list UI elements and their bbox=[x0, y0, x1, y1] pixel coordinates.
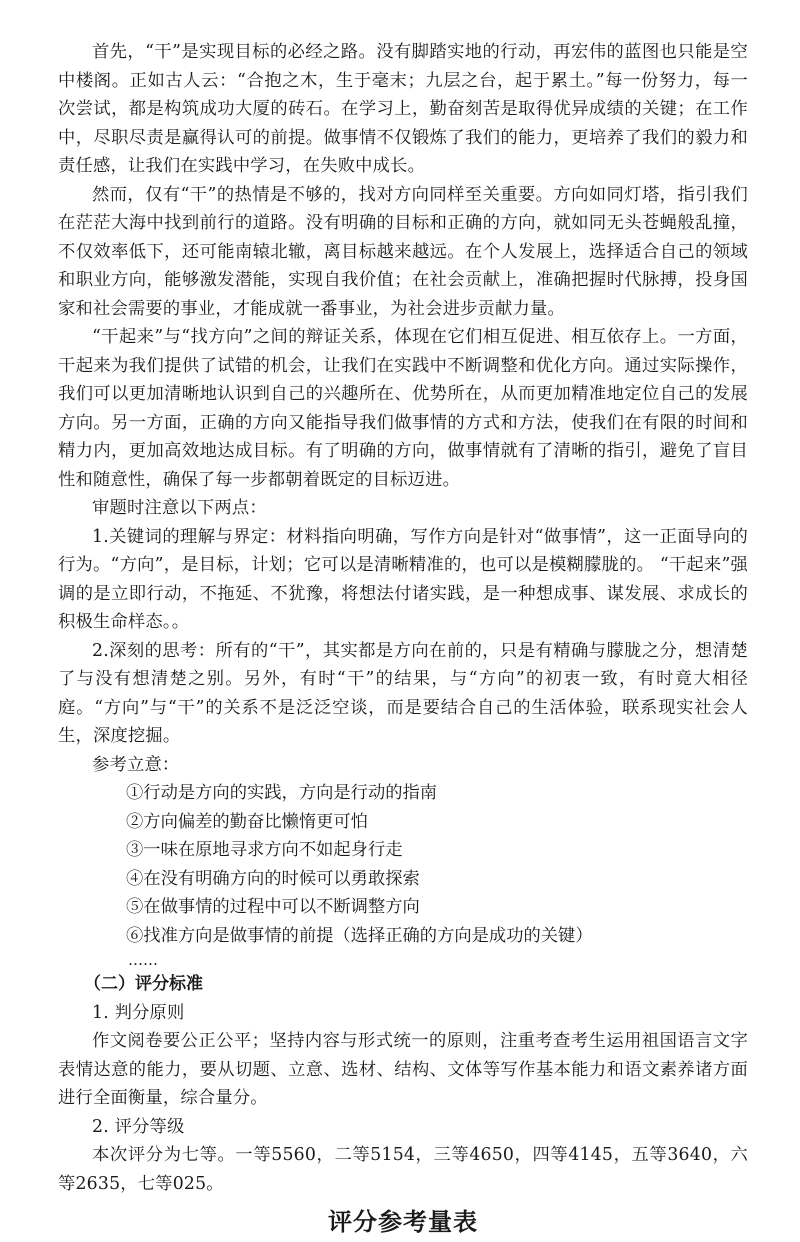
idea-item: ①行动是方向的实践，方向是行动的指南 bbox=[126, 783, 438, 803]
table-title: 评分参考量表 bbox=[328, 1208, 478, 1236]
paragraph-reference-ideas-label: 参考立意： bbox=[92, 754, 180, 775]
paragraph-keyword-definition: 1.关键词的理解与界定：材料指向明确，写作方向是针对“做事情”，这一正面导向的行为。“方向”，是目标，计划；它可以是清晰精准的，也可以是模糊朦胧的。 “干起来”强调的是立即行动，不拖延、不犹豫，将想法付诸实践，是一种想成事、谋发展、求成长的积极生命样态。。 bbox=[58, 526, 748, 632]
paragraph-review-notes: 审题时注意以下两点： bbox=[92, 498, 267, 518]
paragraph-dialectic: “干起来”与“找方向”之间的辩证关系，体现在它们相互促进、相互依存上。一方面，干起来为我们提供了试错的机会，让我们在实践中不断调整和优化方向。通过实际操作，我们可以更加清晰地认识到自己的兴趣所在、优势所在，从而更加精准地定位自己的发展方向。另一方面，正确的方向又能指导我们做事情的方式和方法，使我们在有限的时间和精力内，更加高效地达成目标。有了明确的方向，做事情就有了清晰的指引，避免了盲目性和随意性，确保了每一步都朝着既定的目标迈进。 bbox=[58, 327, 748, 490]
idea-item: ②方向偏差的勤奋比懒惰更可怕 bbox=[126, 811, 368, 832]
idea-item: ④在没有明确方向的时候可以勇敢探索 bbox=[126, 868, 420, 889]
idea-item: ⑤在做事情的过程中可以不断调整方向 bbox=[126, 897, 420, 917]
paragraph-direction: 然而，仅有“干”的热情是不够的，找对方向同样至关重要。方向如同灯塔，指引我们在茫茫大海中找到前行的道路。没有明确的目标和正确的方向，就如同无头苍蝇般乱撞，不仅效率低下，还可能南辕北辙，离目标越来越远。在个人发展上，选择适合自己的领域和职业方向，能够激发潜能，实现自我价值；在社会贡献上，准确把握时代脉搏，投身国家和社会需要的事业，才能成就一番事业，为社会进步贡献力量。 bbox=[58, 184, 748, 319]
paragraph-first-gan: 首先，“干”是实现目标的必经之路。没有脚踏实地的行动，再宏伟的蓝图也只能是空中楼阁。正如古人云：“合抱之木，生于毫末；九层之台，起于累土。”每一份努力，每一次尝试，都是构筑成功大厦的砖石。在学习上，勤奋刻苦是取得优异成绩的关键；在工作中，尽职尽责是赢得认可的前提。做事情不仅锻炼了我们的能力，更培养了我们的毅力和责任感，让我们在实践中学习，在失败中成长。 bbox=[58, 42, 748, 176]
paragraph-principle: 作文阅卷要公正公平；坚持内容与形式统一的原则，注重考查考生运用祖国语言文字表情达意的能力，要从切题、立意、选材、结构、文体等写作基本能力和语文素养诸方面进行全面衡量，综合量分。 bbox=[58, 1031, 748, 1108]
ellipsis: …… bbox=[128, 951, 158, 969]
section-heading-scoring: （二）评分标准 bbox=[84, 974, 203, 994]
subheading-grades: 2. 评分等级 bbox=[92, 1116, 185, 1137]
document-page bbox=[58, 38, 748, 1242]
paragraph-deep-thinking: 2.深刻的思考：所有的“干”，其实都是方向在前的，只是有精确与朦胧之分，想清楚了与没有想清楚之别。另外，有时“干”的结果，与“方向”的初衷一致，有时竟大相径庭。“方向”与“干”的关系不是泛泛空谈，而是要结合自己的生活体验，联系现实社会人生，深度挖掘。 bbox=[58, 640, 748, 746]
idea-item: ③一味在原地寻求方向不如起身行走 bbox=[126, 840, 403, 860]
subheading-principle: 1. 判分原则 bbox=[92, 1002, 185, 1023]
paragraph-grades: 本次评分为七等。一等5560，二等5154，三等4650，四等4145，五等3640，六等2635，七等025。 bbox=[58, 1145, 748, 1194]
idea-item: ⑥找准方向是做事情的前提（选择正确的方向是成功的关键） bbox=[126, 925, 593, 946]
